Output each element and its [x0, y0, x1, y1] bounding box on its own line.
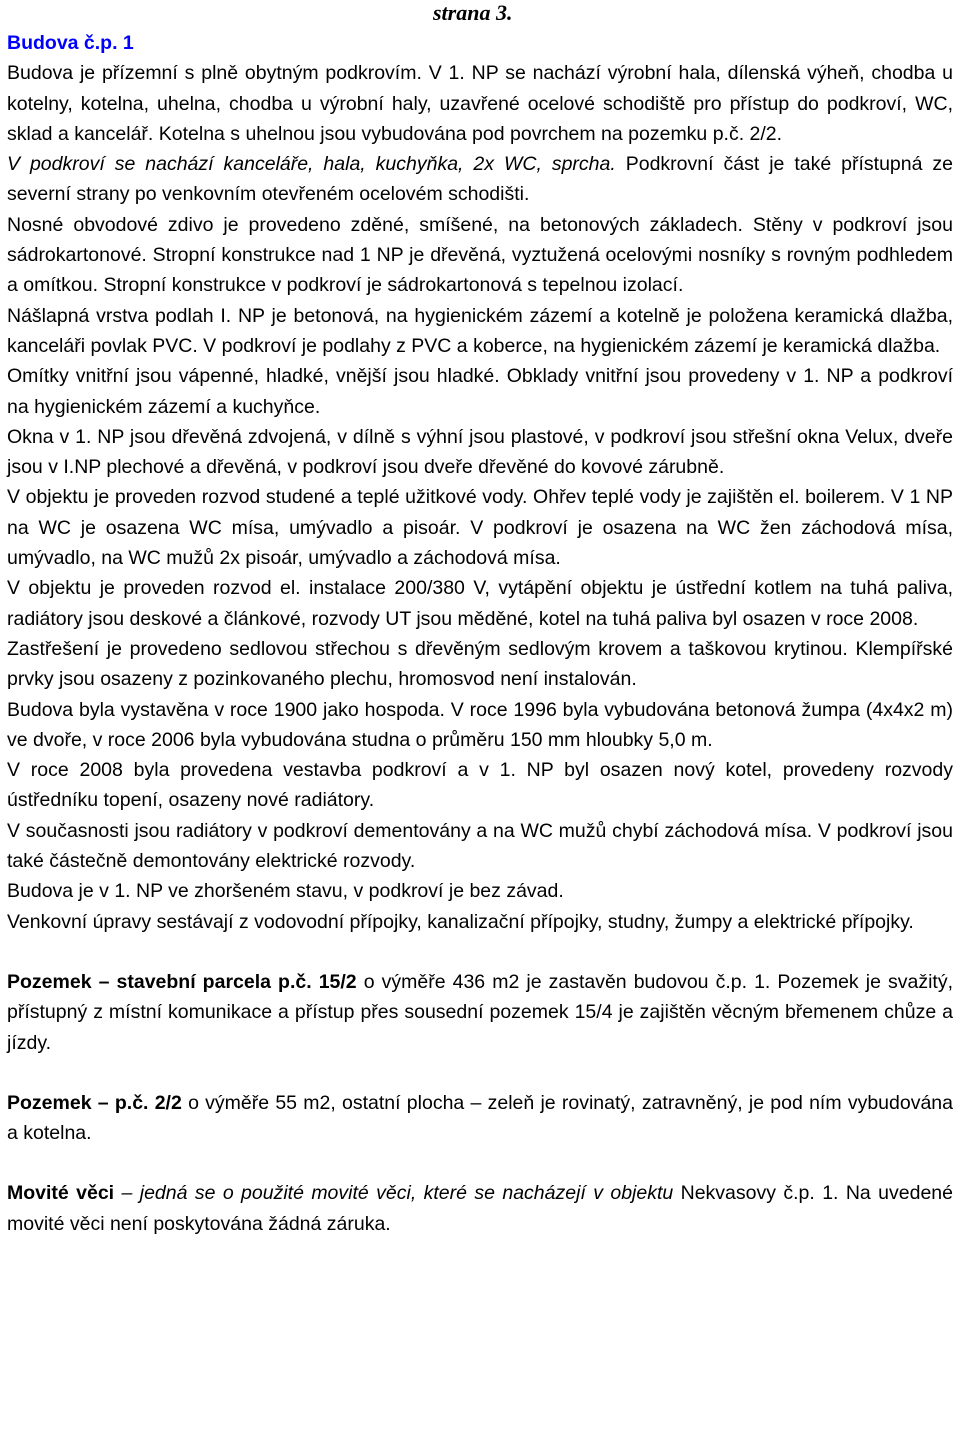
movables-text: Nekvasovy č.p. 1. Na uvedené movité věci není poskytována žádná záruka. [7, 1182, 953, 1235]
water-paragraph: V objektu je proveden rozvod studené a teplé užitkové vody. Ohřev teplé vody je zajištěn el. boilerem. V 1 NP na WC je osazena WC mísa, umývadlo a pisoár. V podkroví je osazena na WC žen záchodová mísa, umývadlo, na WC mužů 2x pisoár, umývadlo a záchodová mísa. [7, 486, 953, 570]
construction-paragraph: Nosné obvodové zdivo je provedeno zděné, smíšené, na betonových základech. Stěny v podkroví jsou sádrokartonové. Stropní konstrukce nad 1 NP je dřevěná, vyztužená ocelovými nosníky s rovným podhledem a omítkou. Stropní konstrukce v podkroví je sádrokartonová s tepelnou izolací. [7, 213, 953, 297]
roof-paragraph: Zastřešení je provedeno sedlovou střechou s dřevěným sedlovým krovem a taškovou krytinou. Klempířské prvky jsou osazeny z pozinkovaného plechu, hromosvod není instalován. [7, 637, 953, 691]
attic-rooms-text: V podkroví se nachází kanceláře, hala, kuchyňka, 2x WC, sprcha. [7, 153, 616, 176]
movables-text-italic: – jedná se o použité movité věci, které se nacházejí v objektu [114, 1182, 674, 1205]
section-spacer [7, 1058, 953, 1088]
outdoor-paragraph: Venkovní úpravy sestávají z vodovodní přípojky, kanalizační přípojky, studny, žumpy a elektrické přípojky. [7, 910, 914, 933]
windows-paragraph: Okna v 1. NP jsou dřevěná zdvojená, v dílně s výhní jsou plastové, v podkroví jsou střešní okna Velux, dveře jsou v I.NP plechové a dřevěná, v podkroví jsou dveře dřevěné do kovové zárubně. [7, 425, 953, 479]
current-state-paragraph: V současnosti jsou radiátory v podkroví dementovány a na WC mužů chybí záchodová mísa. V podkroví jsou také částečně demontovány elektrické rozvody. [7, 819, 953, 873]
plot2-label: Pozemek – p.č. 2/2 [7, 1091, 182, 1114]
movables-label: Movité věci [7, 1182, 115, 1205]
section-title-building: Budova č.p. 1 [7, 32, 134, 54]
electric-paragraph: V objektu je proveden rozvod el. instalace 200/380 V, vytápění objektu je ústřední kotlem na tuhá paliva, radiátory jsou deskové a článkové, rozvody UT jsou měděné, kotel na tuhá paliva byl osazen v roce 2008. [7, 577, 953, 630]
history-paragraph: Budova byla vystavěna v roce 1900 jako hospoda. V roce 1996 byla vybudována betonová žumpa (4x4x2 m) ve dvoře, v roce 2006 byla vybudována studna o průměru 150 mm hloubky 5,0 m. [7, 698, 953, 751]
building-paragraph: Budova je přízemní s plně obytným podkrovím. V 1. NP se nachází výrobní hala, dílenská výheň, chodba u kotelny, kotelna, uhelna, chodba u výrobní haly, uzavřené ocelové schodiště pro přístup do podkroví, WC, sklad a kancelář. Kotelna s uhelnou jsou vybudována pod povrchem na pozemku p.č. 2/2. [7, 62, 953, 145]
attic-access-text: Podkrovní část je také přístupná ze severní strany po venkovním otevřeném ocelovém schodišti. [7, 153, 953, 206]
section-spacer [7, 1148, 953, 1178]
page-number: strana 3. [433, 0, 513, 25]
attic-paragraph [7, 149, 953, 210]
plot1-label: Pozemek – stavební parcela p.č. 15/2 [7, 970, 357, 993]
plot1-text: o výměře 436 m2 je zastavěn budovou č.p. 1. Pozemek je svažitý, přístupný z místní komunikace a přístup přes sousední pozemek 15/4 je zajištěn věcným břemenem chůze a jízdy. [7, 970, 953, 1054]
plot2-text: o výměře 55 m2, ostatní plocha – zeleň je rovinatý, zatravněný, je pod ním vybudována a kotelna. [7, 1091, 953, 1145]
document-body [7, 28, 953, 1239]
plaster-paragraph: Omítky vnitřní jsou vápenné, hladké, vnější jsou hladké. Obklady vnitřní jsou provedeny v 1. NP a podkroví na hygienickém zázemí a kuchyňce. [7, 365, 953, 418]
plot2-paragraph [7, 1088, 953, 1149]
section-spacer [7, 937, 953, 967]
plot1-paragraph [7, 967, 953, 1058]
condition-paragraph: Budova je v 1. NP ve zhoršeném stavu, v podkroví je bez závad. [7, 880, 564, 903]
renovation-paragraph: V roce 2008 byla provedena vestavba podkroví a v 1. NP byl osazen nový kotel, provedeny rozvody ústředníku topení, osazeny nové radiátory. [7, 759, 953, 812]
movables-paragraph [7, 1178, 953, 1239]
floors-paragraph: Nášlapná vrstva podlah I. NP je betonová, na hygienickém zázemí a kotelně je položena keramická dlažba, kanceláři povlak PVC. V podkroví je podlahy z PVC a koberce, na hygienickém zázemí je keramická dlažba. [7, 304, 953, 357]
